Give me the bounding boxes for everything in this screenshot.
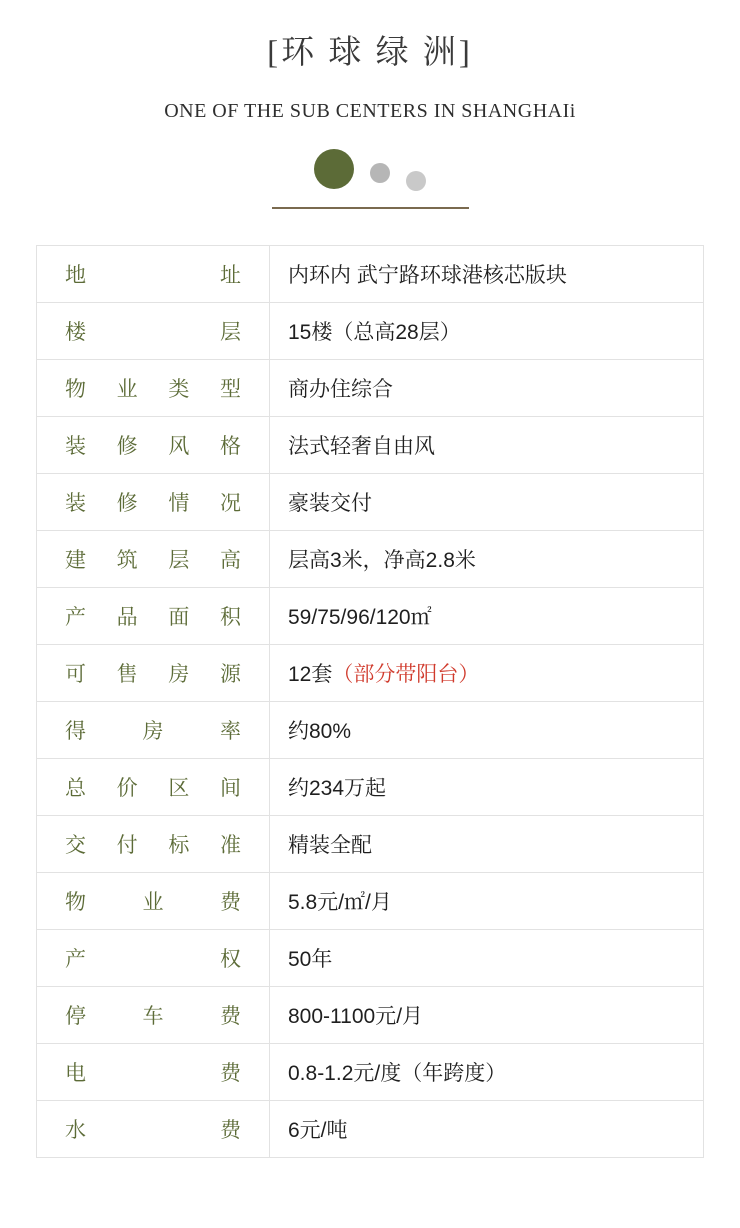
row-value-cell: 商办住综合 xyxy=(288,377,393,401)
table-row xyxy=(37,872,703,929)
table-row xyxy=(37,587,703,644)
row-label-cell: 停 车 费 xyxy=(37,986,270,1043)
row-value-cell: 0.8-1.2元/度（年跨度） xyxy=(288,1061,507,1085)
document-header xyxy=(0,0,740,209)
dot-small-icon xyxy=(406,171,426,191)
row-value-cell: 豪装交付 xyxy=(288,491,372,515)
table-row xyxy=(37,302,703,359)
row-value-cell: 精装全配 xyxy=(288,833,372,857)
table-row xyxy=(37,815,703,872)
page-title: [环 球 绿 洲] xyxy=(267,35,473,71)
property-details-table xyxy=(36,245,704,1158)
table-row xyxy=(37,986,703,1043)
row-label-cell: 楼 层 xyxy=(37,302,270,359)
dot-medium-icon xyxy=(370,163,390,183)
row-value-cell: 5.8元/㎡/月 xyxy=(288,890,392,914)
row-label-cell: 地 址 xyxy=(37,246,270,303)
row-label-cell: 水 费 xyxy=(37,1100,270,1157)
row-value-cell: 59/75/96/120㎡ xyxy=(288,605,432,629)
table-row xyxy=(37,644,703,701)
row-value-cell: 800-1100元/月 xyxy=(288,1004,424,1028)
dot-large-icon xyxy=(314,149,354,189)
row-value-cell: 内环内 武宁路环球港核芯版块 xyxy=(288,263,567,287)
row-label-cell: 得 房 率 xyxy=(37,701,270,758)
row-value-cell: 约80% xyxy=(288,719,352,743)
table-row xyxy=(37,473,703,530)
row-label-cell: 装修情况 xyxy=(37,473,270,530)
table-row xyxy=(37,359,703,416)
details-table-body xyxy=(37,246,703,1158)
row-value-cell: 层高3米，净高2.8米 xyxy=(288,548,476,572)
row-label-cell: 总价区间 xyxy=(37,758,270,815)
row-label-cell: 物业类型 xyxy=(37,359,270,416)
row-label-cell: 电 费 xyxy=(37,1043,270,1100)
row-label-cell: 建筑层高 xyxy=(37,530,270,587)
page-subtitle: ONE OF THE SUB CENTERS IN SHANGHAIi xyxy=(164,99,576,122)
row-label-cell: 交付标准 xyxy=(37,815,270,872)
header-divider xyxy=(272,207,469,209)
row-label-cell: 产 权 xyxy=(37,929,270,986)
row-value-cell: 6元/吨 xyxy=(288,1118,348,1142)
row-value-cell: 50年 xyxy=(288,947,333,971)
details-table xyxy=(37,246,703,1158)
table-row xyxy=(37,530,703,587)
row-label-cell: 物 业 费 xyxy=(37,872,270,929)
row-value-cell: 12套（部分带阳台） xyxy=(288,662,480,686)
table-row xyxy=(37,758,703,815)
row-label-cell: 装修风格 xyxy=(37,416,270,473)
table-row xyxy=(37,1100,703,1157)
table-row xyxy=(37,929,703,986)
row-value-cell: 约234万起 xyxy=(288,776,387,800)
table-row xyxy=(37,416,703,473)
table-row xyxy=(37,246,703,303)
row-label-cell: 可售房源 xyxy=(37,644,270,701)
row-value-cell: 法式轻奢自由风 xyxy=(288,434,435,458)
row-value-cell: 15楼（总高28层） xyxy=(288,320,461,344)
row-label-cell: 产品面积 xyxy=(37,587,270,644)
row-value-note: （部分带阳台） xyxy=(332,662,480,686)
decorative-dots xyxy=(0,147,740,191)
table-row xyxy=(37,701,703,758)
table-row xyxy=(37,1043,703,1100)
